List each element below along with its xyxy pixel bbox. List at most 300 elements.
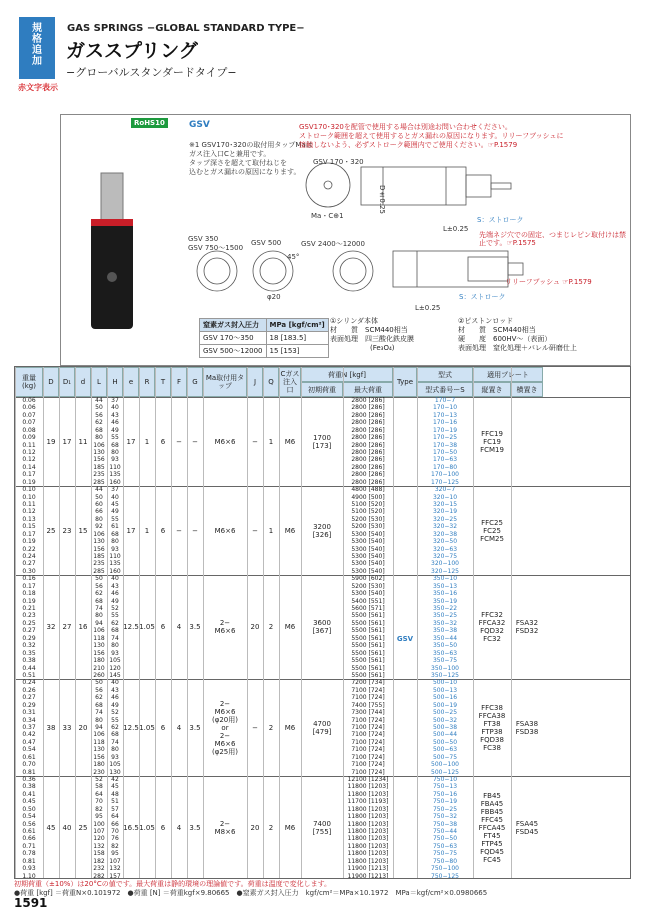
row-L: 62 [95, 590, 103, 598]
row-L: 80 [95, 716, 103, 724]
gsv750-label: GSV 750〜1500 [188, 244, 244, 252]
row-max: 7100 [724] [351, 731, 385, 739]
row-L: 50 [95, 679, 103, 687]
cell-Q: 2 [268, 823, 274, 832]
row-weight: 0.31 [22, 709, 36, 717]
row-max: 5200 [530] [351, 582, 385, 590]
cell-vert: FFC38 FFCA38 FT38 FTP38 FQD38 FC38 [478, 703, 506, 752]
header-max: 最大荷重 [343, 382, 393, 397]
row-max: 5300 [540] [351, 590, 385, 598]
row-weight: 0.93 [22, 865, 36, 873]
col-divider [301, 367, 302, 879]
header-T: T [155, 367, 171, 397]
model-name: GSV [189, 120, 210, 130]
row-H: 43 [111, 582, 119, 590]
row-weight: 0.41 [22, 790, 36, 798]
row-max: 7300 [744] [351, 709, 385, 717]
rohs-badge: RoHS10 [131, 118, 168, 128]
row-H: 40 [111, 575, 119, 583]
row-max: 5300 [540] [351, 567, 385, 575]
header-C: Cガス注入口 [279, 367, 301, 397]
row-max: 5500 [561] [351, 619, 385, 627]
row-weight: 0.16 [22, 575, 36, 583]
row-number: 320−25 [432, 515, 458, 523]
header-initial: 初期荷重 [301, 382, 343, 397]
row-weight: 0.22 [22, 545, 36, 553]
row-weight: 0.70 [22, 761, 36, 769]
row-max: 4800 [488] [351, 486, 385, 494]
row-weight: 0.25 [22, 619, 36, 627]
cell-F: 4 [176, 823, 182, 832]
cell-J: − [252, 437, 258, 446]
header-Ma: Ma取付用タップ [203, 367, 247, 397]
row-number: 750−38 [432, 820, 458, 828]
row-max: 2800 [286] [351, 397, 385, 404]
page-number: 1591 [14, 896, 48, 910]
col-divider [43, 367, 44, 879]
cell-F: 4 [176, 623, 182, 632]
col-divider [417, 367, 418, 879]
row-L: 180 [93, 657, 105, 665]
row-max: 5500 [561] [351, 612, 385, 620]
ma-label: Ma・C⊕1 [311, 212, 344, 220]
row-H: 105 [109, 761, 121, 769]
row-H: 68 [111, 731, 119, 739]
row-L: 107 [93, 827, 105, 835]
page-title: ガススプリング [66, 40, 198, 62]
cell-Q: 2 [268, 623, 274, 632]
row-max: 2800 [286] [351, 478, 385, 486]
row-number: 320−75 [432, 553, 458, 561]
row-L: 62 [95, 694, 103, 702]
row-L: 285 [93, 567, 105, 575]
row-L: 50 [95, 575, 103, 583]
row-max: 7100 [724] [351, 753, 385, 761]
row-number: 320−100 [431, 560, 459, 568]
row-H: 70 [111, 827, 119, 835]
row-max: 11800 [1203] [347, 783, 389, 791]
product-photo [91, 173, 133, 329]
row-max: 2800 [286] [351, 471, 385, 479]
cell-D: 45 [46, 823, 56, 832]
row-number: 750−10 [432, 775, 458, 783]
row-weight: 0.38 [22, 783, 36, 791]
footnotes: 初期荷重（±10%）は20°Cの値です。最大荷重は静的環境の理論値です。荷重は温度で変化します。 ●荷重 [kgf] ＝荷重N×0.101972 ●荷重 [N] ＝荷重kgf×9.80665 ●窒素ガス封入圧力 kgf/cm²＝MPa×10.1972 MPa＝kgf/cm²×0.0980665 [14, 880, 488, 897]
col-divider [15, 367, 16, 879]
cell-initial: 4700 [479] [312, 719, 332, 736]
row-number: 500−75 [432, 753, 458, 761]
row-max: 7100 [724] [351, 746, 385, 754]
row-L: 230 [93, 768, 105, 776]
row-max: 5300 [540] [351, 560, 385, 568]
header-vert: 縦置き [473, 382, 511, 397]
row-max: 4900 [500] [351, 493, 385, 501]
row-H: 82 [111, 842, 119, 850]
cell-D: 32 [46, 623, 56, 632]
row-weight: 0.54 [22, 813, 36, 821]
row-number: 500−63 [432, 746, 458, 754]
row-L: 130 [93, 746, 105, 754]
row-weight: 0.17 [22, 582, 36, 590]
cell-d: 11 [78, 437, 88, 446]
cell-d: 16 [78, 623, 88, 632]
row-L: 56 [95, 582, 103, 590]
row-L: 156 [93, 545, 105, 553]
row-L: 68 [95, 597, 103, 605]
row-weight: 0.12 [22, 449, 36, 456]
row-H: 135 [109, 560, 121, 568]
row-weight: 0.12 [22, 456, 36, 464]
cell-D1: 33 [62, 723, 72, 732]
row-number: 500−38 [432, 723, 458, 731]
header-R: R [139, 367, 155, 397]
row-weight: 0.66 [22, 835, 36, 843]
cell-R: 1.05 [139, 823, 155, 832]
row-number: 500−16 [432, 694, 458, 702]
row-L: 44 [95, 397, 103, 404]
row-L: 282 [93, 872, 105, 879]
row-weight: 0.34 [22, 716, 36, 724]
cell-D1: 17 [62, 437, 72, 446]
row-max: 5500 [561] [351, 671, 385, 679]
row-L: 68 [95, 426, 103, 434]
header-J: J [247, 367, 263, 397]
row-H: 45 [111, 501, 119, 509]
row-max: 7100 [724] [351, 768, 385, 776]
cell-C: M6 [284, 437, 296, 446]
header-plate: 適用プレート [473, 367, 543, 382]
row-weight: 0.26 [22, 686, 36, 694]
row-L: 95 [95, 813, 103, 821]
row-H: 52 [111, 605, 119, 613]
row-weight: 0.07 [22, 411, 36, 419]
spec-added-tab: 規 格 追 加 [19, 17, 55, 79]
row-H: 74 [111, 738, 119, 746]
row-H: 93 [111, 753, 119, 761]
row-H: 62 [111, 619, 119, 627]
row-L: 185 [93, 463, 105, 471]
relief-note: リリーフブッシュ ☞P.1579 [505, 278, 592, 286]
row-max: 11800 [1203] [347, 827, 389, 835]
row-max: 5100 [520] [351, 508, 385, 516]
row-H: 68 [111, 530, 119, 538]
row-L: 50 [95, 404, 103, 412]
material-cylinder: ①シリンダ本体 材 質 SCM440相当 表面処理 四三酸化鉄皮膜 (Fe₃O₄) [330, 317, 414, 352]
row-H: 40 [111, 679, 119, 687]
row-weight: 0.11 [22, 501, 36, 509]
note-stroke-warning: GSV170･320を配管で使用する場合は別途お問い合わせください。 ストローク範囲を超えて使用するとガス漏れの原因になります。リリーフブッシュに 接触しないよう、必ずストローク範囲内でご使用ください。☞P.1579 [299, 123, 564, 149]
row-H: 61 [111, 523, 119, 531]
row-max: 11900 [1213] [347, 872, 389, 879]
row-weight: 0.08 [22, 426, 36, 434]
cell-T: 6 [160, 623, 166, 632]
row-H: 37 [111, 397, 119, 404]
row-max: 11800 [1203] [347, 790, 389, 798]
row-number: 320−50 [432, 538, 458, 546]
row-number: 350−25 [432, 612, 458, 620]
row-L: 130 [93, 449, 105, 456]
d-tolerance-label: D±0.25 [378, 185, 386, 214]
row-weight: 0.71 [22, 842, 36, 850]
cell-G: − [192, 526, 198, 535]
row-max: 7400 [755] [351, 701, 385, 709]
row-max: 5300 [540] [351, 530, 385, 538]
col-divider [343, 367, 344, 879]
row-number: 500−125 [431, 768, 459, 776]
row-number: 170−63 [432, 456, 458, 464]
cell-vert: FFC32 FFCA32 FQD32 FC32 [478, 611, 506, 644]
cell-D: 19 [46, 437, 56, 446]
row-L: 235 [93, 471, 105, 479]
cell-C: M6 [284, 526, 296, 535]
row-H: 76 [111, 835, 119, 843]
cell-initial: 7400 [755] [312, 819, 332, 836]
row-L: 106 [93, 530, 105, 538]
row-weight: 0.13 [22, 515, 36, 523]
cell-e: 12.5 [123, 623, 139, 632]
row-weight: 0.12 [22, 508, 36, 516]
row-L: 260 [93, 671, 105, 679]
cell-T: 6 [160, 437, 166, 446]
col-divider [123, 367, 124, 879]
row-weight: 0.24 [22, 679, 36, 687]
row-number: 350−32 [432, 619, 458, 627]
row-H: 68 [111, 627, 119, 635]
row-L: 156 [93, 753, 105, 761]
cell-R: 1.05 [139, 623, 155, 632]
row-weight: 0.19 [22, 597, 36, 605]
cell-e: 12.5 [123, 723, 139, 732]
cell-Q: 1 [268, 437, 274, 446]
row-weight: 0.19 [22, 538, 36, 546]
cell-Ma: 2− M8×6 [214, 819, 236, 836]
row-H: 55 [111, 716, 119, 724]
row-number: 750−32 [432, 813, 458, 821]
cell-vert: FB45 FBA45 FBB45 FFC45 FFCA45 FT45 FTP45 FQD45 FC45 [478, 791, 506, 864]
row-number: 750−125 [431, 872, 459, 879]
cell-horiz [511, 397, 543, 486]
cell-initial: 3200 [326] [312, 522, 332, 539]
cell-G: 3.5 [189, 623, 201, 632]
row-number: 170−50 [432, 449, 458, 456]
row-L: 92 [95, 523, 103, 531]
cell-initial: 3600 [367] [312, 619, 332, 636]
col-divider [473, 367, 474, 879]
stroke-label-2: S：ストローク [459, 293, 506, 301]
col-divider [171, 367, 172, 879]
row-max: 2800 [286] [351, 441, 385, 449]
cell-vert: FFC25 FC25 FCM25 [480, 518, 504, 543]
row-weight: 0.45 [22, 798, 36, 806]
row-weight: 0.36 [22, 775, 36, 783]
row-L: 185 [93, 553, 105, 561]
row-weight: 0.23 [22, 612, 36, 620]
cell-e: 17 [126, 437, 136, 446]
row-L: 118 [93, 738, 105, 746]
cell-T: 6 [160, 526, 166, 535]
row-number: 500−100 [431, 761, 459, 769]
row-max: 11700 [1193] [347, 798, 389, 806]
header-F: F [171, 367, 187, 397]
row-number: 350−44 [432, 634, 458, 642]
row-max: 11800 [1203] [347, 835, 389, 843]
row-L: 285 [93, 478, 105, 486]
row-L: 70 [95, 798, 103, 806]
row-L: 106 [93, 441, 105, 449]
row-L: 158 [93, 850, 105, 858]
row-max: 5500 [561] [351, 649, 385, 657]
row-max: 2800 [286] [351, 419, 385, 427]
row-max: 7200 [734] [351, 679, 385, 687]
row-H: 93 [111, 456, 119, 464]
row-L: 80 [95, 515, 103, 523]
header-horiz: 横置き [511, 382, 543, 397]
row-number: 350−63 [432, 649, 458, 657]
cell-d: 25 [78, 823, 88, 832]
row-number: 320−15 [432, 501, 458, 509]
col-divider [393, 367, 394, 879]
row-weight: 0.61 [22, 753, 36, 761]
row-max: 7100 [724] [351, 738, 385, 746]
row-H: 110 [109, 463, 121, 471]
col-divider [59, 367, 60, 879]
row-H: 68 [111, 441, 119, 449]
row-L: 80 [95, 612, 103, 620]
cell-Q: 1 [268, 526, 274, 535]
row-max: 11800 [1203] [347, 805, 389, 813]
row-max: 5500 [561] [351, 642, 385, 650]
header-Q: Q [263, 367, 279, 397]
header-L: L [91, 367, 107, 397]
row-H: 45 [111, 783, 119, 791]
row-max: 2800 [286] [351, 463, 385, 471]
header-d: d [75, 367, 91, 397]
cell-R: 1 [144, 526, 150, 535]
row-number: 750−19 [432, 798, 458, 806]
row-L: 118 [93, 634, 105, 642]
row-max: 5500 [561] [351, 634, 385, 642]
row-H: 80 [111, 746, 119, 754]
row-H: 74 [111, 634, 119, 642]
row-weight: 0.17 [22, 471, 36, 479]
row-weight: 0.78 [22, 850, 36, 858]
row-max: 11800 [1203] [347, 857, 389, 865]
cell-J: 20 [250, 623, 260, 632]
row-max: 2800 [286] [351, 456, 385, 464]
cell-e: 17 [126, 526, 136, 535]
row-number: 170−38 [432, 441, 458, 449]
row-weight: 0.19 [22, 478, 36, 486]
material-rod: ②ピストンロッド 材 質 SCM440相当 硬 度 600HV〜（表面） 表面処理 窒化処理＋バレル研磨仕上 [458, 317, 577, 352]
row-max: 7100 [724] [351, 761, 385, 769]
col-divider [91, 367, 92, 879]
row-max: 5300 [540] [351, 545, 385, 553]
l-tolerance-label: L±0.25 [443, 225, 469, 233]
row-number: 750−13 [432, 783, 458, 791]
row-weight: 0.42 [22, 731, 36, 739]
row-max: 5600 [571] [351, 605, 385, 613]
row-max: 5200 [530] [351, 523, 385, 531]
row-weight: 0.50 [22, 805, 36, 813]
row-number: 170−13 [432, 411, 458, 419]
row-H: 132 [109, 865, 121, 873]
row-number: 320−32 [432, 523, 458, 531]
l-tolerance-label-2: L±0.25 [415, 304, 441, 312]
col-divider [203, 367, 204, 879]
row-L: 74 [95, 605, 103, 613]
row-weight: 0.27 [22, 694, 36, 702]
row-H: 110 [109, 553, 121, 561]
row-L: 94 [95, 723, 103, 731]
row-number: 320−38 [432, 530, 458, 538]
cell-initial: 1700 [173] [312, 433, 332, 450]
row-number: 500−32 [432, 716, 458, 724]
cell-T: 6 [160, 723, 166, 732]
note-tap-gas: ※1 GSV170･320の取付用タップMaは ガス注入口Cと兼用です。 タップ深さを超えて取付ねじを 込むとガス漏れの原因になります。 [189, 141, 313, 176]
row-weight: 0.15 [22, 523, 36, 531]
row-L: 44 [95, 486, 103, 494]
angle-label: 45° [287, 253, 300, 261]
row-H: 135 [109, 471, 121, 479]
cell-G: 3.5 [189, 823, 201, 832]
row-H: 55 [111, 612, 119, 620]
row-weight: 0.10 [22, 493, 36, 501]
cell-F: − [176, 526, 182, 535]
header-G: G [187, 367, 203, 397]
col-divider [247, 367, 248, 879]
row-number: 320−10 [432, 493, 458, 501]
cell-D1: 27 [62, 623, 72, 632]
header-D1: D₁ [59, 367, 75, 397]
row-max: 2800 [286] [351, 426, 385, 434]
row-number: 500−10 [432, 679, 458, 687]
type-label: GSV [396, 634, 414, 643]
cell-C: M6 [284, 723, 296, 732]
row-H: 49 [111, 426, 119, 434]
row-max: 2800 [286] [351, 449, 385, 456]
row-number: 350−38 [432, 627, 458, 635]
cell-Ma: 2− M6×6 [214, 619, 236, 636]
row-L: 106 [93, 731, 105, 739]
row-H: 160 [109, 478, 121, 486]
row-max: 5500 [561] [351, 657, 385, 665]
row-max: 11800 [1203] [347, 813, 389, 821]
row-L: 156 [93, 649, 105, 657]
row-weight: 0.81 [22, 768, 36, 776]
row-max: 5500 [561] [351, 627, 385, 635]
header-type: Type [393, 367, 417, 397]
row-L: 232 [93, 865, 105, 873]
cell-J: 20 [250, 823, 260, 832]
row-L: 66 [95, 508, 103, 516]
row-number: 350−22 [432, 605, 458, 613]
row-H: 46 [111, 590, 119, 598]
row-max: 5900 [602] [351, 575, 385, 583]
col-divider [511, 367, 512, 879]
row-L: 80 [95, 434, 103, 442]
row-weight: 0.27 [22, 627, 36, 635]
row-L: 130 [93, 538, 105, 546]
col-divider [155, 367, 156, 879]
row-number: 170−16 [432, 419, 458, 427]
row-number: 500−13 [432, 686, 458, 694]
row-weight: 0.38 [22, 657, 36, 665]
row-weight: 0.37 [22, 723, 36, 731]
row-L: 132 [93, 842, 105, 850]
row-max: 12100 [1234] [347, 775, 389, 783]
row-H: 105 [109, 657, 121, 665]
row-H: 95 [111, 850, 119, 858]
